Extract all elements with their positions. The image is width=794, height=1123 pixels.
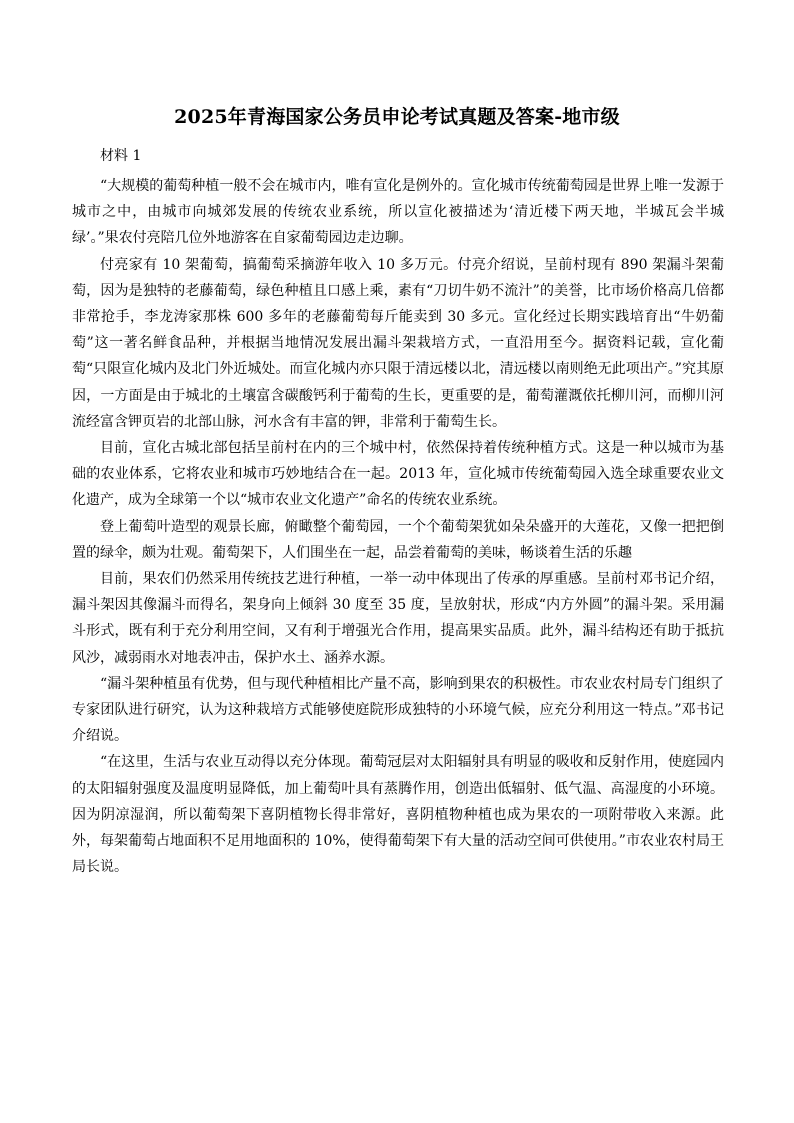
paragraph: 登上葡萄叶造型的观景长廊，俯瞰整个葡萄园，一个个葡萄架犹如朵朵盛开的大莲花，又像一把把倒置的绿伞，颇为壮观。葡萄架下，人们围坐在一起，品尝着葡萄的美味，畅谈着生活的乐趣 bbox=[72, 518, 724, 561]
paragraph: 付亮家有 10 架葡萄，搞葡萄采摘游年收入 10 多万元。付亮介绍说，呈前村现有 890 架漏斗架葡萄，因为是独特的老藤葡萄，绿色种植且口感上乘，素有“刀切牛奶不流汁”的美誉，比市场价格高几倍都非常抢手，李龙涛家那株 600 多年的老藤葡萄每斤能卖到 30 多元。宣化经过长期实践培育出“牛奶葡萄”这一著名鲜食品种，并根据当地情况发展出漏斗架栽培方式，一直沿用至今。据资料记载，宣化葡萄“只限宣化城内及北门外近城处。而宣化城内亦只限于清远楼以北，清远楼以南则绝无此项出产。”究其原因，一方面是由于城北的土壤富含碳酸钙利于葡萄的生长，更重要的是，葡萄灌溉依托柳川河，而柳川河流经富含钾页岩的北部山脉，河水含有丰富的钾，非常利于葡萄生长。 bbox=[72, 256, 724, 430]
section-label: 材料 1 bbox=[100, 148, 142, 164]
paragraph: “漏斗架种植虽有优势，但与现代种植相比产量不高，影响到果农的积极性。市农业农村局专门组织了专家团队进行研究，认为这种栽培方式能够使庭院形成独特的小环境气候，应充分利用这一特点。”邓书记介绍说。 bbox=[72, 675, 724, 745]
document-body bbox=[72, 173, 724, 880]
document-title: 2025年青海国家公务员申论考试真题及答案-地市级 bbox=[174, 106, 620, 128]
paragraph: 目前，宣化古城北部包括呈前村在内的三个城中村，依然保持着传统种植方式。这是一种以城市为基础的农业体系，它将农业和城市巧妙地结合在一起。2013 年，宣化城市传统葡萄园入选全球重要农业文化遗产，成为全球第一个以“城市农业文化遗产”命名的传统农业系统。 bbox=[72, 440, 724, 509]
paragraph: “大规模的葡萄种植一般不会在城市内，唯有宣化是例外的。宣化城市传统葡萄园是世界上唯一发源于城市之中，由城市向城郊发展的传统农业系统，所以宣化被描述为‘清近楼下两天地，半城瓦会半城绿’。”果农付亮陪几位外地游客在自家葡萄园边走边聊。 bbox=[72, 178, 724, 247]
paragraph: 目前，果农们仍然采用传统技艺进行种植，一举一动中体现出了传承的厚重感。呈前村邓书记介绍，漏斗架因其像漏斗而得名，架身向上倾斜 30 度至 35 度，呈放射状，形成“内方外圆”的漏斗架。采用漏斗形式，既有利于充分利用空间，又有利于增强光合作用，提高果实品质。此外，漏斗结构还有助于抵抗风沙，减弱雨水对地表冲击，保护水土、涵养水源。 bbox=[72, 571, 724, 666]
paragraph: “在这里，生活与农业互动得以充分体现。葡萄冠层对太阳辐射具有明显的吸收和反射作用，使庭园内的太阳辐射强度及温度明显降低，加上葡萄叶具有蒸腾作用，创造出低辐射、低气温、高湿度的小环境。因为阴凉湿润，所以葡萄架下喜阴植物长得非常好，喜阴植物种植也成为果农的一项附带收入来源。此外，每架葡萄占地面积不足用地面积的 10%，使得葡萄架下有大量的活动空间可供使用。”市农业农村局王局长说。 bbox=[72, 754, 724, 876]
